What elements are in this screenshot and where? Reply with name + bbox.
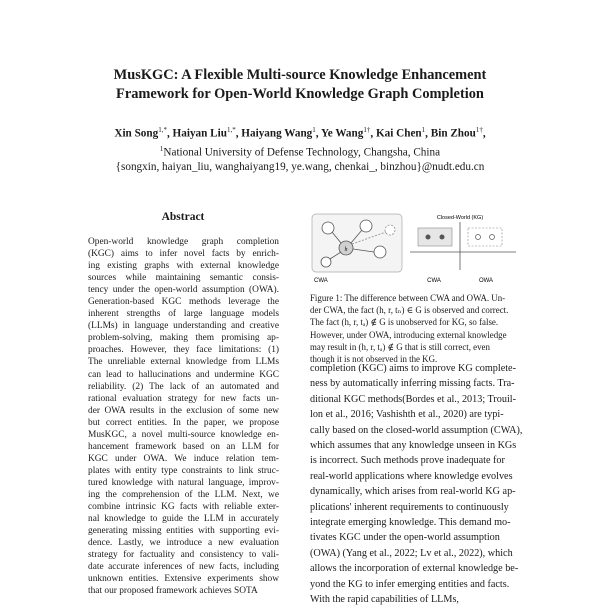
observed-region	[418, 228, 452, 246]
abstract-line: reliability. (2) The lack of an automated and	[88, 381, 279, 392]
abstract-line: inherent strengths of large language models	[88, 309, 279, 320]
affiliation-text: National University of Defense Technology, Changsha, China	[163, 146, 441, 159]
caption-line: der CWA, the fact (h, r, tₙ) ∈ G is observed and correct.	[310, 305, 509, 316]
abstract-line: rational evaluation strategy for new facts un-	[88, 393, 279, 404]
abstract-line: date accurate inferences of new facts, including	[88, 562, 279, 573]
kg-diagram	[312, 214, 402, 284]
abstract-line: KGC under OWA. We induce relation tem-	[88, 453, 279, 464]
affiliation-mark: 1	[159, 144, 164, 153]
introduction-text	[310, 361, 522, 608]
abstract-line: can lead to hallucinations and undermine KGC	[88, 369, 279, 380]
entity-node	[374, 246, 386, 258]
abstract-line: (LLMs) in language understanding and creative	[88, 321, 279, 332]
body-line: real-world applications where knowledge evolves	[310, 470, 513, 482]
abstract-line: that our proposed framework achieves SOTA	[88, 586, 258, 597]
caption-line: Figure 1: The difference between CWA and OWA. Un-	[310, 293, 506, 303]
author-block	[40, 123, 560, 175]
owa-label: OWA	[478, 278, 494, 284]
abstract-line: tured knowledge with natural language, improv-	[88, 477, 279, 488]
abstract-line: strategy for factuality and consistency to vali-	[88, 550, 279, 561]
abstract-line: The unreliable external knowledge from LLMs	[88, 357, 279, 368]
caption-line: However, under OWA, introducing external knowledge	[310, 329, 507, 340]
abstract-line: der OWA results in the exclusion of some new	[88, 405, 279, 416]
cwa-label-left: CWA	[314, 278, 328, 284]
caption-line: The fact (h, r, tₐ) ∉ G is unobserved for KG, so false.	[310, 317, 499, 328]
author-name: Bin Zhou	[430, 127, 476, 140]
abstract-line: (KGC) aims to infer novel facts by enrich-	[88, 249, 279, 260]
body-line: completion (KGC) aims to improve KG complete-	[310, 363, 516, 374]
abstract-line: unknown entities. Extensive experiments show	[88, 574, 279, 585]
abstract-line: Generation-based KGC methods leverage the	[88, 297, 279, 308]
abstract-line: ing the comprehension of the LLM. Next, we	[88, 489, 279, 500]
abstract-text	[88, 236, 279, 597]
caption-line: may result in (h, r, tₐ) ∉ G that is still correct, even	[310, 341, 490, 352]
abstract-line: nal knowledge to guide the LLM in accurately	[88, 514, 279, 525]
abstract-line: proaches. However, they face limitations: (1)	[88, 345, 279, 356]
assumption-diagram	[410, 215, 516, 284]
unobserved-node	[385, 225, 395, 235]
abstract-line: sources while maintaining semantic consis-	[88, 273, 279, 284]
author-mark: 1	[421, 126, 426, 134]
body-line: is incorrect. Such methods prove inadequate for	[310, 455, 505, 467]
figure-1	[310, 212, 520, 284]
entity-node	[321, 257, 331, 267]
body-line: (OWA) (Yang et al., 2022; Lv et al., 2022), which	[310, 547, 513, 559]
affiliation	[40, 142, 560, 161]
body-line: which assumes that any knowledge unseen in KGs	[310, 440, 517, 452]
abstract-heading: Abstract	[161, 211, 205, 223]
abstract-line: tency under the open-world assumption (OWA).	[88, 285, 279, 296]
author-name: Haiyan Liu	[172, 127, 227, 140]
fact-point	[440, 235, 445, 240]
body-line: dynamically, which arises from real-world KG ap-	[310, 486, 516, 498]
abstract-line: dence. Lastly, we introduce a new evaluation	[88, 538, 279, 549]
author-name: Ye Wang	[320, 127, 364, 140]
author-mark: 1	[312, 126, 316, 134]
body-line: plications' inherent requirements to continuously	[310, 501, 509, 513]
author-list: Xin Song$^{1,*}$, Haiyan Liu$^{1,*}$, Haiyang Wang$^1$, Ye Wang$^{1\dagger}$, Kai Chen$^1$, Bin Zhou$^{1\dagger}$,	[114, 126, 486, 140]
body-line: With the rapid capabilities of LLMs,	[310, 594, 459, 606]
author-mark: 1†	[475, 126, 483, 134]
abstract-line: combine intrinsic KG facts with reliable exter-	[88, 502, 279, 513]
fact-point	[426, 235, 431, 240]
abstract-line: MusKGC, a novel multi-source knowledge en-	[88, 429, 279, 440]
title-line-1: MusKGC: A Flexible Multi-source Knowledge Enhancement	[113, 67, 487, 83]
body-line: tivates KGC under the open-world assumption	[310, 532, 500, 544]
author-name: Haiyang Wang	[241, 127, 313, 140]
body-line: yond the KG to infer emerging entities and facts.	[310, 578, 510, 590]
abstract-line: Open-world knowledge graph completion	[88, 237, 279, 247]
node-label: h	[344, 247, 348, 253]
title-line-2: Framework for Open-World Knowledge Graph Completion	[116, 85, 484, 102]
body-line: ditional KGC methods(Bordes et al., 2013; Trouil-	[310, 393, 517, 405]
unobserved-region	[468, 228, 502, 246]
caption-line: though it is not observed in the KG.	[310, 354, 438, 365]
abstract-line: hancement framework based on an LLM for	[88, 441, 279, 452]
fact-point	[476, 235, 481, 240]
body-line: integrate emerging knowledge. This demand mo-	[310, 517, 511, 529]
figure-diagram	[310, 212, 520, 284]
body-line: cally based on the closed-world assumption (CWA),	[310, 424, 523, 436]
author-name: Kai Chen	[375, 127, 422, 140]
figure-caption	[310, 292, 522, 365]
abstract-line: generating missing entities with supporting evi-	[88, 526, 279, 537]
author-name: Xin Song	[114, 127, 159, 140]
abstract-line: but correct entities. In the paper, we propose	[88, 417, 279, 428]
author-mark: 1†	[363, 126, 371, 134]
body-line: allows the incorporation of external knowledge be-	[310, 563, 519, 575]
body-line: lon et al., 2016; Vashishth et al., 2020) are typi-	[310, 409, 504, 421]
author-emails: {songxin, haiyan_liu, wanghaiyang19, ye.wang, chenkai_, binzhou}@nudt.edu.cn	[115, 161, 485, 174]
author-mark: 1,*	[226, 126, 236, 134]
body-line: ness by automatically inferring missing facts. Tra-	[310, 378, 515, 390]
closed-world-label: Closed-World (KG)	[436, 215, 484, 221]
cwa-label: CWA	[427, 278, 441, 284]
author-mark: 1,*	[158, 126, 167, 134]
abstract-line: plates with entity type constraints to link struc-	[88, 465, 279, 476]
abstract-line: ing existing graphs with external knowledge	[88, 261, 279, 272]
abstract-line: problem-solving, making them promising ap-	[88, 333, 279, 344]
fact-point	[490, 235, 495, 240]
paper-title	[40, 66, 560, 103]
